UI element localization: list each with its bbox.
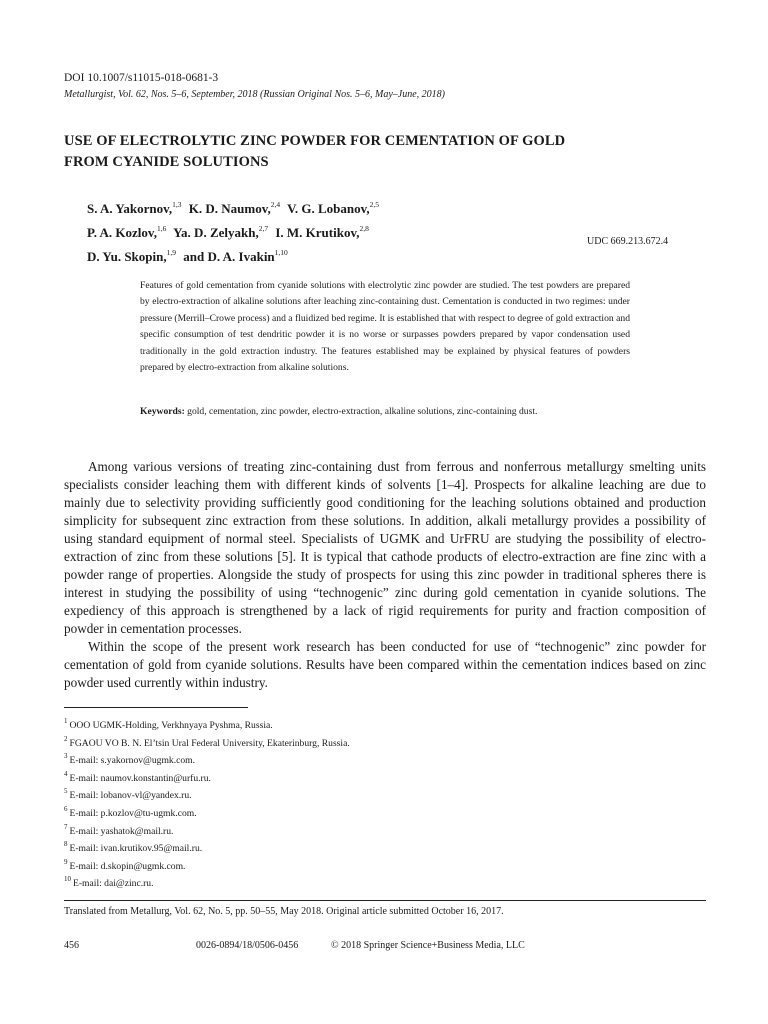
footnote-number: 9 [64, 857, 68, 866]
author-name: Ya. D. Zelyakh, [173, 225, 259, 240]
author-affiliation: 2,7 [258, 224, 269, 233]
author-name: V. G. Lobanov, [287, 201, 370, 216]
footnote-text: E-mail: d.skopin@ugmk.com. [69, 860, 186, 872]
doi: DOI 10.1007/s11015-018-0681-3 [64, 72, 219, 84]
footnotes [64, 713, 350, 889]
body-paragraph: Among various versions of treating zinc-containing dust from ferrous and nonferrous metallurgy smelting units specialists consider leaching them with different kinds of solvents [1–4]. Prospects for alkaline leaching are due to mainly due to selectivity providing sufficiently good conditioning for the leaching solutions obtained and production simplicity for subsequent zinc extraction from these solutions. In addition, alkali metallurgy provides a possibility of using standard equipment of normal steel. Specialists of UGMK and UrFRU are studying the possibility of electro-extraction of zinc from these solutions [5]. It is typical that cathode products of electro-extraction are fine zinc with a powder range of properties. Alongside the study of prospects for using this zinc powder in traditional spheres there is interest in studying the possibility of using “technogenic” zinc during gold cementation in cyanide solutions. The expediency of this approach is strengthened by a lack of rigid requirements for purity and fraction composition of powder in cementation processes. [64, 459, 706, 636]
author-affiliation: 1,6 [156, 224, 167, 233]
footnote [64, 871, 350, 889]
author-name: I. M. Krutikov, [275, 225, 360, 240]
author-line [87, 243, 383, 267]
footnote-number: 10 [64, 875, 71, 884]
footnote-text: E-mail: yashatok@mail.ru. [69, 825, 174, 837]
footnote [64, 783, 350, 801]
footnote-text: E-mail: s.yakornov@ugmk.com. [69, 755, 196, 767]
article-title-line-2: FROM CYANIDE SOLUTIONS [64, 154, 269, 170]
footer-divider [64, 900, 706, 901]
issn-code: 0026-0894/18/0506-0456 [196, 940, 299, 951]
body-text [64, 458, 706, 692]
footnote-number: 7 [64, 822, 68, 831]
footnote-text: OOO UGMK-Holding, Verkhnyaya Pyshma, Russia. [69, 720, 273, 731]
footnote [64, 766, 350, 784]
author-conjunction: and [183, 249, 205, 264]
author-name: K. D. Naumov, [188, 201, 271, 216]
author-name: P. A. Kozlov, [87, 225, 157, 240]
footnote-text: E-mail: dai@zinc.ru. [73, 878, 154, 890]
footnote [64, 801, 350, 819]
body-paragraph: Within the scope of the present work research has been conducted for use of “technogenic” zinc powder for cementation of gold from cyanide solutions. Results have been compared within the cementation indices based on zinc powder used currently within industry. [64, 639, 706, 690]
footnote [64, 819, 350, 837]
footnote [64, 854, 350, 872]
author-affiliation: 2,5 [369, 200, 380, 209]
footnote-number: 5 [64, 787, 68, 796]
footnote-number: 2 [64, 734, 68, 743]
page-number: 456 [64, 940, 79, 951]
footnote-text: E-mail: p.kozlov@tu-ugmk.com. [69, 807, 197, 819]
copyright-notice: © 2018 Springer Science+Business Media, LLC [331, 940, 525, 951]
author-name: S. A. Yakornov, [87, 201, 173, 216]
footnote-number: 8 [64, 840, 68, 849]
footnote-number: 1 [64, 717, 68, 725]
footnote-number: 3 [64, 752, 68, 761]
keywords-text: gold, cementation, zinc powder, electro-extraction, alkaline solutions, zinc-containing dust. [187, 406, 538, 417]
footnote [64, 836, 350, 854]
footnote-text: FGAOU VO B. N. El’tsin Ural Federal University, Ekaterinburg, Russia. [69, 737, 350, 749]
footnote [64, 748, 350, 766]
author-line [87, 195, 383, 219]
author-affiliation: 1,9 [166, 248, 176, 257]
keywords [140, 405, 640, 419]
footnote-text: E-mail: ivan.krutikov.95@mail.ru. [69, 843, 203, 855]
article-title-line-1: USE OF ELECTROLYTIC ZINC POWDER FOR CEMENTATION OF GOLD [64, 133, 566, 149]
author-name: D. Yu. Skopin, [87, 249, 167, 264]
keywords-label: Keywords: [140, 406, 185, 417]
author-affiliation: 2,8 [359, 224, 369, 233]
author-affiliation: 2,4 [270, 200, 281, 209]
footnote [64, 713, 350, 731]
author-affiliation: 1,10 [274, 248, 288, 257]
footnote-text: E-mail: naumov.konstantin@urfu.ru. [69, 772, 211, 784]
journal-citation: Metallurgist, Vol. 62, Nos. 5–6, September, 2018 (Russian Original Nos. 5–6, May–June, 2018) [64, 89, 445, 100]
footnote [64, 731, 350, 749]
author-line [87, 219, 383, 243]
footnote-divider [64, 707, 248, 708]
author-list [87, 195, 383, 267]
author-affiliation: 1,3 [172, 200, 182, 209]
translation-note: Translated from Metallurg, Vol. 62, No. 5, pp. 50–55, May 2018. Original article submitted October 16, 2017. [64, 906, 504, 917]
author-name: D. A. Ivakin [207, 249, 275, 264]
footnote-text: E-mail: lobanov-vl@yandex.ru. [69, 790, 192, 802]
article-title [64, 131, 664, 173]
abstract: Features of gold cementation from cyanide solutions with electrolytic zinc powder are studied. The test powders are prepared by electro-extraction of alkaline solutions after leaching zinc-containing dust. Cementation is conducted in two regimes: under pressure (Merrill–Crowe process) and a fluidized bed regime. It is established that with respect to degree of gold extraction and specific consumption of test dendritic powder it is no worse or surpasses powders prepared by vapor condensation used traditionally in the gold extraction industry. The features established may be explained by physical features of powders prepared by electro-extraction from alkaline solutions. [140, 280, 630, 374]
footnote-number: 4 [64, 769, 68, 778]
udc-code: UDC 669.213.672.4 [587, 236, 669, 247]
footnote-number: 6 [64, 804, 68, 813]
